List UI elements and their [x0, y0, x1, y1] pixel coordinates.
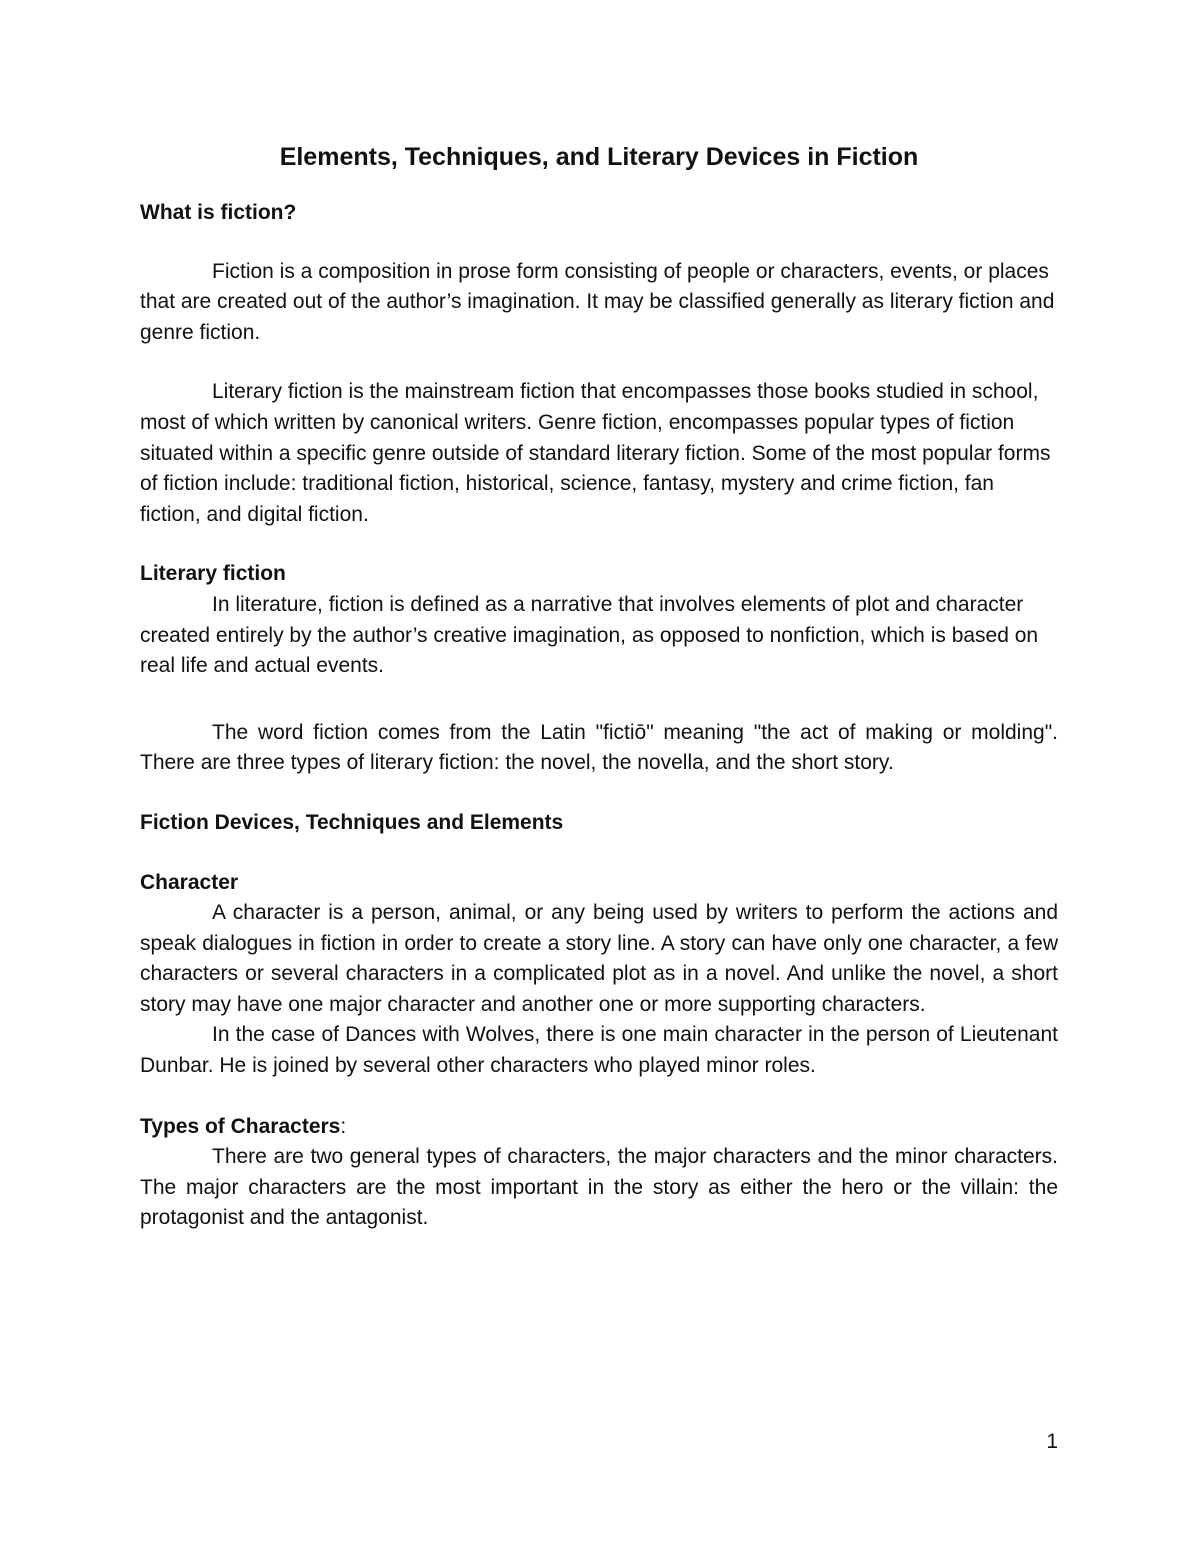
document-title: Elements, Techniques, and Literary Devices in Fiction [279, 143, 919, 171]
heading-fiction-devices: Fiction Devices, Techniques and Elements [140, 810, 564, 834]
paragraph-fiction-definition: Fiction is a composition in prose form consisting of people or characters, events, or places that are created out of the author’s imagination. It may be classified generally as literary fiction and genre fiction. [140, 259, 1055, 344]
heading-colon: : [340, 1114, 347, 1138]
heading-literary-fiction: Literary fiction [140, 562, 286, 586]
heading-types-of-characters: Types of Characters [140, 1114, 341, 1138]
paragraph-fiction-in-literature: In literature, fiction is defined as a narrative that involves elements of plot and character created entirely by the author’s creative imagination, as opposed to nonfiction, which is based on real life and actual events. [140, 592, 1039, 678]
paragraph-dances-with-wolves: In the case of Dances with Wolves, there is one main character in the person of Lieutenant Dunbar. He is joined by several other characters who played minor roles. [140, 1023, 1058, 1078]
paragraph-literary-vs-genre: Literary fiction is the mainstream fiction that encompasses those books studied in school, most of which written by canonical writers. Genre fiction, encompasses popular types of fiction situated within a specific genre outside of standard literary fiction. Some of the most popular forms of fiction include: traditional fiction, historical, science, fantasy, mystery and crime fiction, fan fiction, and digital fiction. [140, 380, 1051, 526]
paragraph-character-definition: A character is a person, animal, or any being used by writers to perform the actions and speak dialogues in fiction in order to create a story line. A story can have only one character, a few characters or several characters in a complicated plot as in a novel. And unlike the novel, a short story may have one major character and another one or more supporting characters. [140, 901, 1058, 1016]
heading-what-is-fiction: What is fiction? [140, 201, 297, 224]
paragraph-word-origin: The word fiction comes from the Latin "fictiō" meaning "the act of making or molding". There are three types of literary fiction: the novel, the novella, and the short story. [140, 720, 1058, 775]
heading-types-of-characters-line [140, 1112, 1058, 1143]
page-number: 1 [1046, 1430, 1058, 1453]
heading-character: Character [140, 870, 239, 894]
paragraph-types-of-characters: There are two general types of characters, the major characters and the minor characters. The major characters are the most important in the story as either the hero or the villain: the protagonist and the antagonist. [140, 1145, 1058, 1230]
document-body [140, 140, 1058, 1234]
